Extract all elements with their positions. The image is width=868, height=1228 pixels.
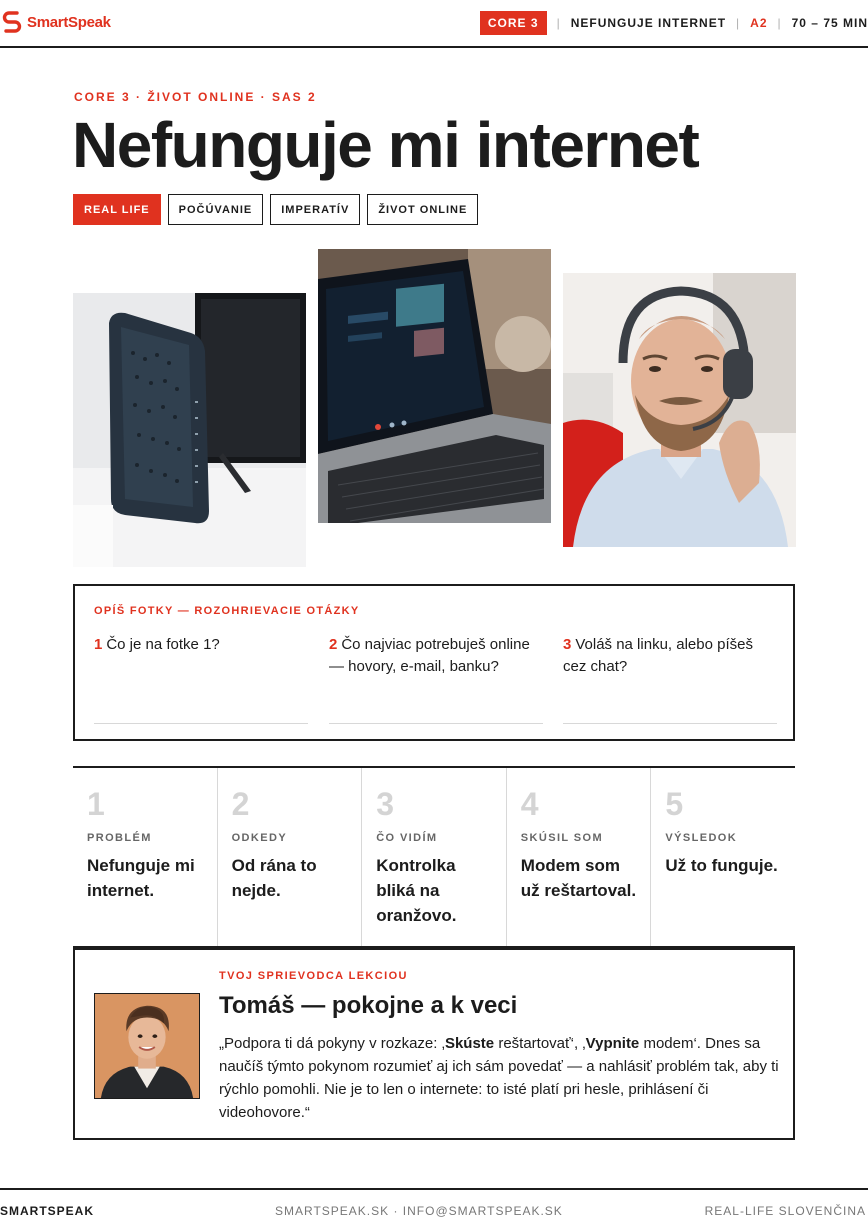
step-text: Od rána to nejde. <box>231 856 317 900</box>
topic-label: NEFUNGUJE INTERNET <box>570 16 727 30</box>
footer-brand: SMARTSPEAK <box>0 1204 95 1218</box>
question-number: 3 <box>563 636 572 653</box>
step-card-4 <box>507 768 652 946</box>
lesson-eyebrow: CORE 3 · ŽIVOT ONLINE · SAS 2 <box>74 90 317 104</box>
quote-part: modem‘. Dnes sa naučíš týmto pokynom rozumieť aj ich sám povedať — a nahlásiť problém tak, aby ti rýchlo pomohli. Nie je to len o internete: to isté platí pri hesle, prihlásení či videohovore.“ <box>219 1035 779 1121</box>
lesson-meta <box>480 11 868 35</box>
laptop-image <box>318 249 551 523</box>
warmup-title: OPÍŠ FOTKY — ROZOHRIEVACIE OTÁZKY <box>94 605 360 617</box>
page-footer <box>0 1188 868 1228</box>
question-text: Čo najviac potrebuješ online — hovory, e-mail, banku? <box>329 636 530 675</box>
guide-eyebrow: TVOJ SPRIEVODCA LEKCIOU <box>219 970 408 982</box>
step-label: SKÚSIL SOM <box>520 832 604 844</box>
step-number: 2 <box>231 786 250 822</box>
quote-part: reštartovať‘, ‚ <box>494 1035 586 1052</box>
guide-portrait-image <box>95 994 199 1098</box>
tag-listening[interactable]: POČÚVANIE <box>168 194 264 225</box>
question-text: Voláš na linku, alebo píšeš cez chat? <box>563 636 753 675</box>
guide-avatar <box>94 993 200 1099</box>
question-number: 2 <box>329 636 338 653</box>
duration-label: 70 – 75 MIN <box>791 16 868 30</box>
guide-quote <box>219 1032 779 1124</box>
tag-imperative[interactable]: IMPERATÍV <box>270 194 360 225</box>
tag-list <box>73 194 478 225</box>
photo-laptop <box>318 249 551 523</box>
step-card-1 <box>73 768 218 946</box>
question-text: Čo je na fotke 1? <box>106 636 220 653</box>
brand-logo[interactable] <box>2 9 111 35</box>
guide-name: Tomáš — pokojne a k veci <box>219 992 518 1019</box>
router-image <box>73 293 306 567</box>
cefr-level: A2 <box>750 16 768 30</box>
tag-real-life[interactable]: REAL LIFE <box>73 194 161 225</box>
brand-name: SmartSpeak <box>27 13 111 31</box>
meta-separator: | <box>736 16 741 30</box>
tag-online-life[interactable]: ŽIVOT ONLINE <box>367 194 478 225</box>
page-title: Nefunguje mi internet <box>72 109 699 181</box>
warmup-box <box>73 584 795 741</box>
answer-line-3[interactable] <box>563 723 777 724</box>
step-label: VÝSLEDOK <box>665 832 738 844</box>
quote-part: „Podpora ti dá pokyny v rozkaze: ‚ <box>219 1035 445 1052</box>
step-number: 4 <box>520 786 539 822</box>
quote-bold-word: Vypnite <box>585 1035 640 1052</box>
smartspeak-logo-icon <box>2 10 22 34</box>
step-text: Už to funguje. <box>665 856 778 875</box>
warmup-question-1 <box>94 634 308 656</box>
step-number: 3 <box>376 786 394 822</box>
step-number: 5 <box>665 786 684 822</box>
support-agent-image <box>563 273 796 547</box>
step-card-3 <box>362 768 507 946</box>
step-card-5 <box>651 768 795 946</box>
warmup-question-3 <box>563 634 777 678</box>
step-text: Nefunguje mi internet. <box>87 856 195 900</box>
answer-line-2[interactable] <box>329 723 543 724</box>
warmup-question-2 <box>329 634 543 678</box>
meta-separator: | <box>777 16 782 30</box>
lesson-guide-box <box>73 948 795 1140</box>
level-pill: CORE 3 <box>480 11 547 35</box>
step-label: ODKEDY <box>231 832 288 844</box>
step-text: Kontrolka bliká na oranžovo. <box>376 856 457 925</box>
footer-contact-link[interactable]: SMARTSPEAK.SK · INFO@SMARTSPEAK.SK <box>275 1204 563 1218</box>
photo-router <box>73 293 306 567</box>
step-number: 1 <box>87 786 105 822</box>
top-bar <box>0 0 868 48</box>
question-number: 1 <box>94 636 103 653</box>
step-card-2 <box>218 768 363 946</box>
step-text: Modem som už reštartoval. <box>520 856 637 900</box>
photo-support-agent <box>563 273 796 547</box>
step-label: PROBLÉM <box>87 832 152 844</box>
footer-tagline: REAL-LIFE SLOVENČINA <box>704 1204 866 1218</box>
answer-line-1[interactable] <box>94 723 308 724</box>
meta-separator: | <box>556 16 561 30</box>
quote-bold-word: Skúste <box>444 1035 495 1052</box>
step-label: ČO VIDÍM <box>376 832 438 844</box>
problem-steps <box>73 766 795 948</box>
